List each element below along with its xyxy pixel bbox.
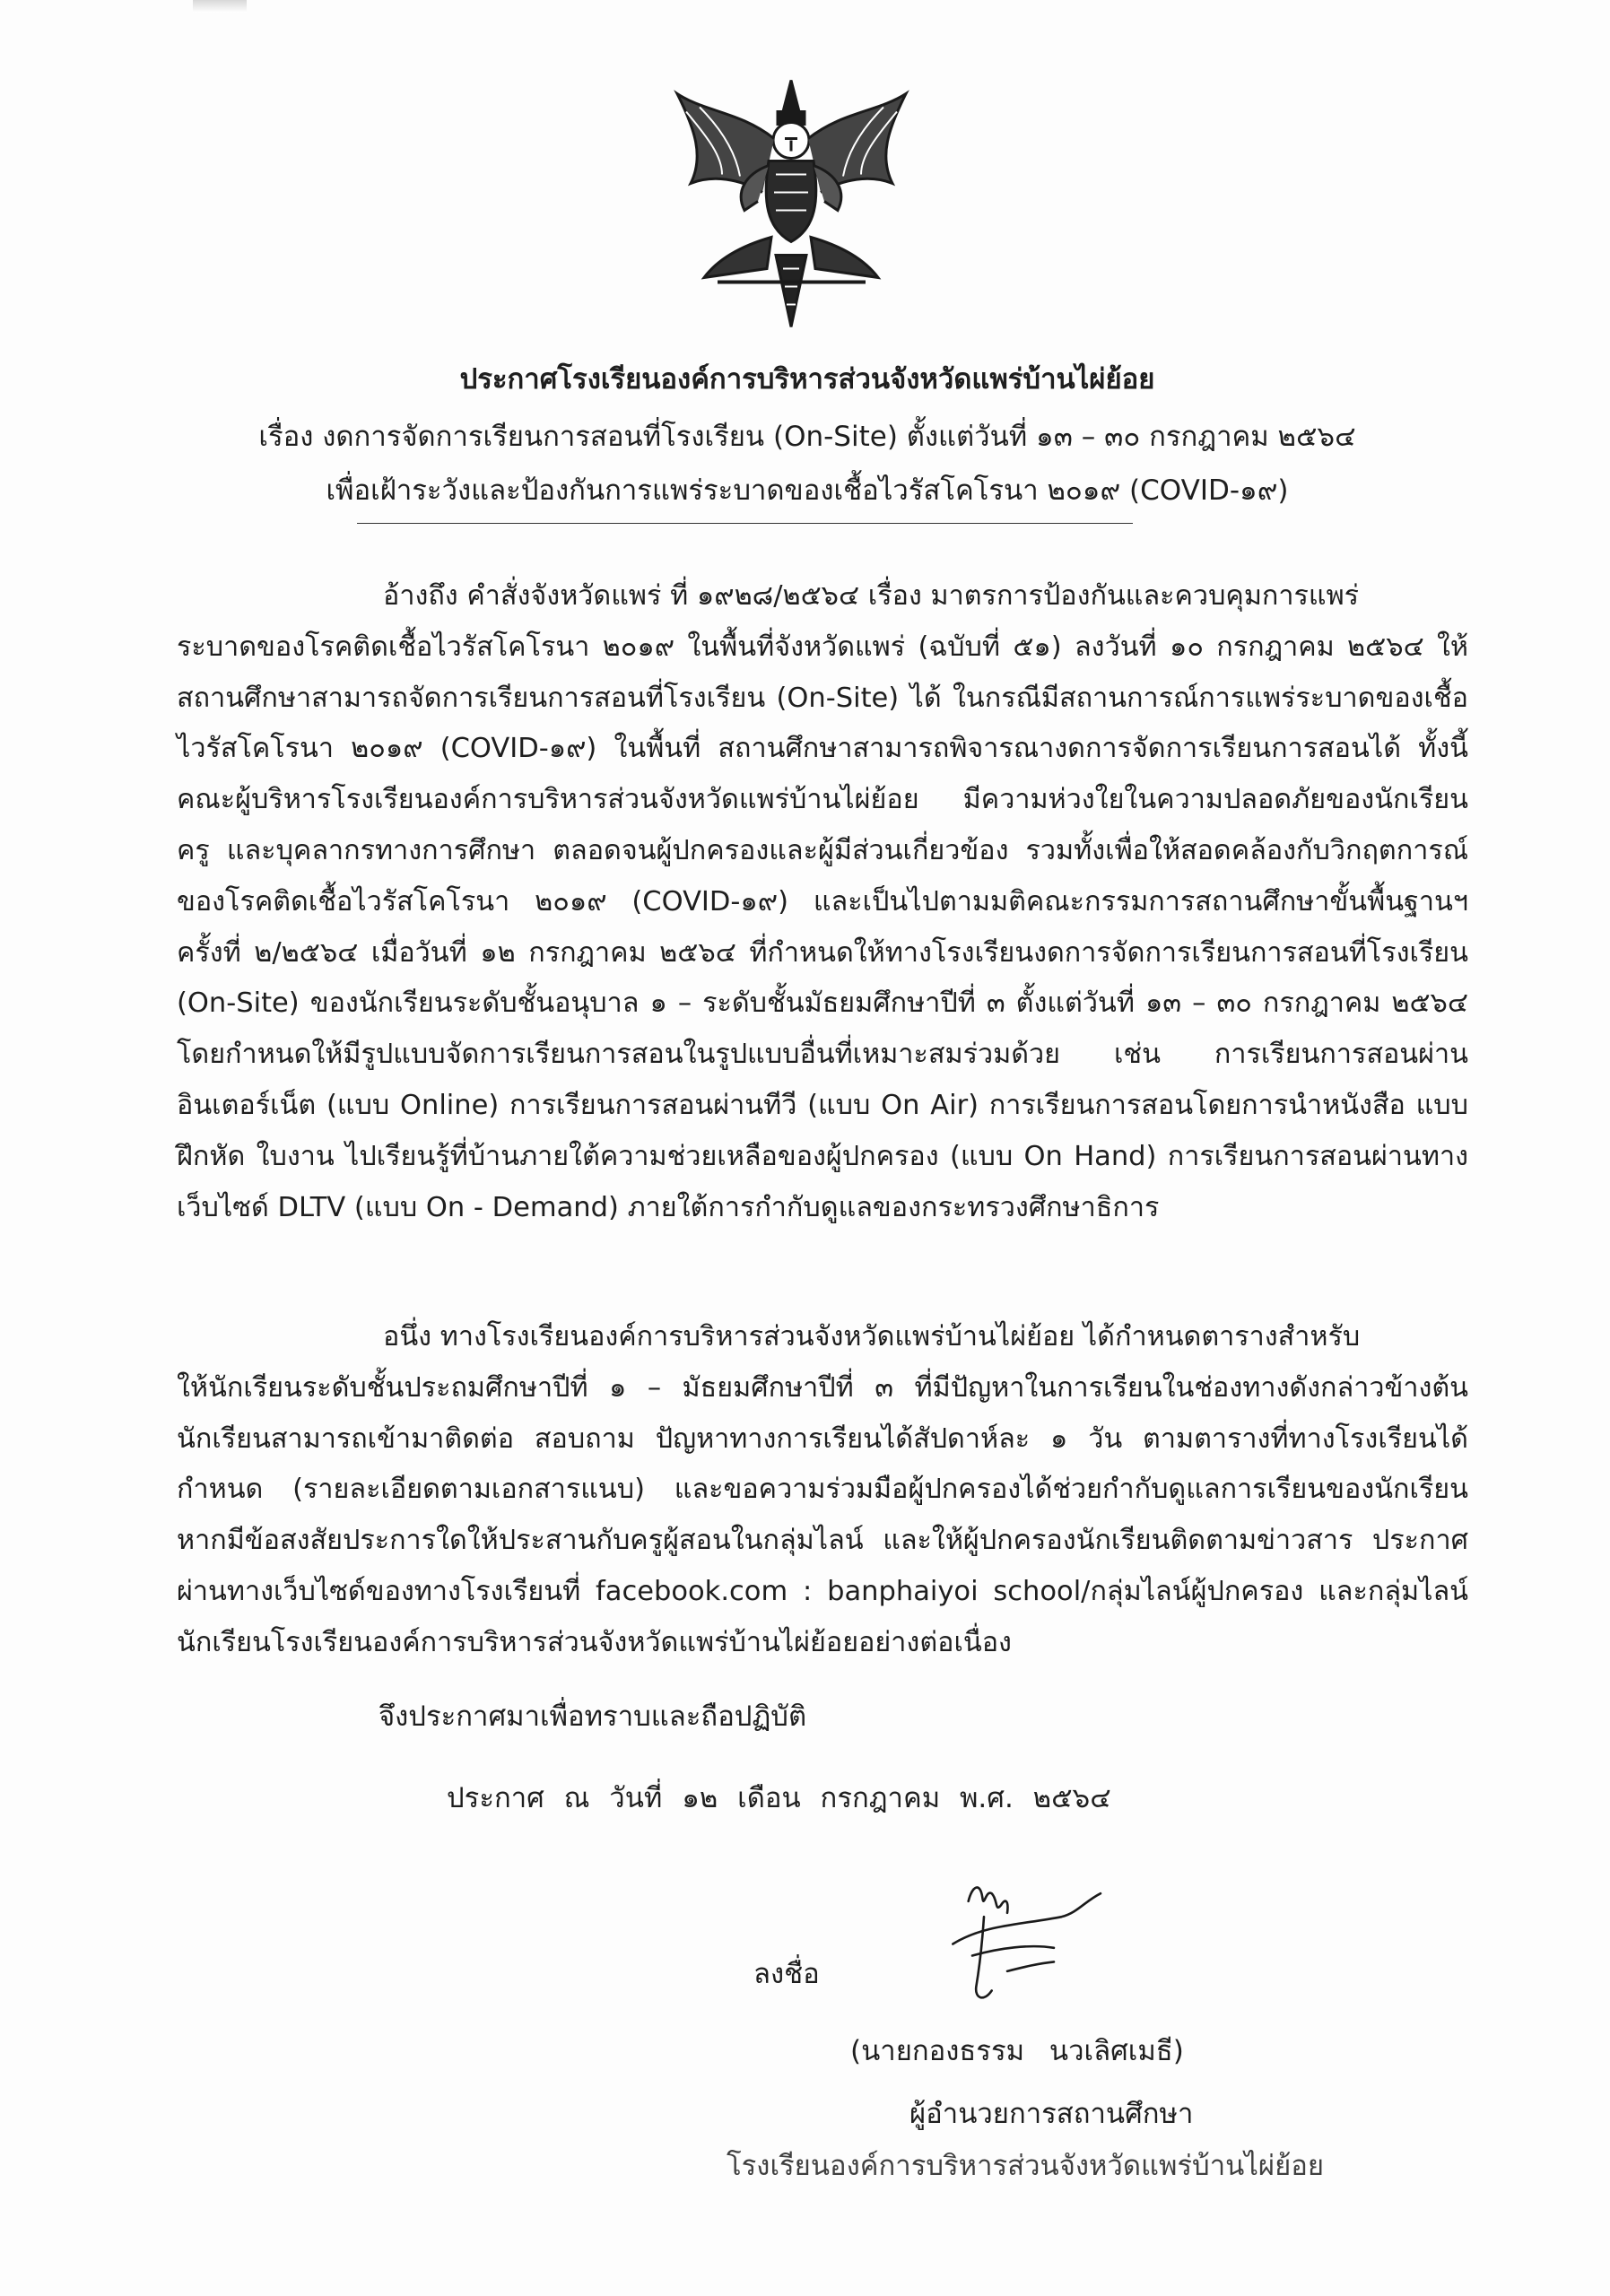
signer-name: (นายกองธรรม นวเลิศเมธี) [850, 2035, 1184, 2067]
signature-label: ลงชื่อ [753, 1958, 820, 1990]
subject-line-2: เพื่อเฝ้าระวังและป้องกันการแพร่ระบาดของเชื้อไวรัสโคโรนา ๒๐๑๙ (COVID-๑๙) [326, 474, 1289, 507]
paragraph-schedule [177, 1312, 1468, 1669]
subject-line-1: เรื่อง งดการจัดการเรียนการสอนที่โรงเรียน (On-Site) ตั้งแต่วันที่ ๑๓ – ๓๐ กรกฎาคม ๒๕๖๔ [258, 421, 1356, 453]
paragraph-schedule-body: ให้นักเรียนระดับชั้นประถมศึกษาปีที่ ๑ – มัธยมศึกษาปีที่ ๓ ที่มีปัญหาในการเรียนในช่องทางดังกล่าวข้างต้น นักเรียนสามารถเข้ามาติดต่อ สอบถาม ปัญหาทางการเรียนได้สัปดาห์ละ ๑ วัน ตามตารางที่ทางโรงเรียนได้กำหนด (รายละเอียดตามเอกสารแนบ) และขอความร่วมมือผู้ปกครองได้ช่วยกำกับดูแลการเรียนของนักเรียน หากมีข้อสงสัยประการใดให้ประสานกับครูผู้สอนในกลุ่มไลน์ และให้ผู้ปกครองนักเรียนติดตามข่าวสาร ประกาศผ่านทางเว็บไซด์ของทางโรงเรียนที่ facebook.com : banphaiyoi school/กลุ่มไลน์ผู้ปกครอง และกลุ่มไลน์นักเรียนโรงเรียนองค์การบริหารส่วนจังหวัดแพร่บ้านไผ่ย้อยอย่างต่อเนื่อง [177, 1371, 1468, 1658]
paragraph-reference-body: ระบาดของโรคติดเชื้อไวรัสโคโรนา ๒๐๑๙ ในพื้นที่จังหวัดแพร่ (ฉบับที่ ๕๑) ลงวันที่ ๑๐ กรกฎาคม ๒๕๖๔ ให้สถานศึกษาสามารถจัดการเรียนการสอนที่โรงเรียน (On-Site) ได้ ในกรณีมีสถานการณ์การแพร่ระบาดของเชื้อไวรัสโคโรนา ๒๐๑๙ (COVID-๑๙) ในพื้นที่ สถานศึกษาสามารถพิจารณางดการจัดการเรียนการสอนได้ ทั้งนี้ คณะผู้บริหารโรงเรียนองค์การบริหารส่วนจังหวัดแพร่บ้านไผ่ย้อย มีความห่วงใยในความปลอดภัยของนักเรียน ครู และบุคลากรทางการศึกษา ตลอดจนผู้ปกครองและผู้มีส่วนเกี่ยวข้อง รวมทั้งเพื่อให้สอดคล้องกับวิกฤตการณ์ของโรคติดเชื้อไวรัสโคโรนา ๒๐๑๙ (COVID-๑๙) และเป็นไปตามมติคณะกรรมการสถานศึกษาขั้นพื้นฐานฯ ครั้งที่ ๒/๒๕๖๔ เมื่อวันที่ ๑๒ กรกฎาคม ๒๕๖๔ ที่กำหนดให้ทางโรงเรียนงดการจัดการเรียนการสอนที่โรงเรียน (On-Site) ของนักเรียนระดับชั้นอนุบาล ๑ – ระดับชั้นมัธยมศึกษาปีที่ ๓ ตั้งแต่วันที่ ๑๓ – ๓๐ กรกฎาคม ๒๕๖๔ โดยกำหนดให้มีรูปแบบจัดการเรียนการสอนในรูปแบบอื่นที่เหมาะสมร่วมด้วย เช่น การเรียนการสอนผ่านอินเตอร์เน็ต (แบบ Online) การเรียนการสอนผ่านทีวี (แบบ On Air) การเรียนการสอนโดยการนำหนังสือ แบบฝึกหัด ใบงาน ไปเรียนรู้ที่บ้านภายใต้ความช่วยเหลือของผู้ปกครอง (แบบ On Hand) การเรียนการสอนผ่านทางเว็บไซด์ DLTV (แบบ On - Demand) ภายใต้การกำกับดูแลของกระทรวงศึกษาธิการ [177, 631, 1468, 1223]
closing-line: จึงประกาศมาเพื่อทราบและถือปฏิบัติ [379, 1700, 807, 1733]
document-title: ประกาศโรงเรียนองค์การบริหารส่วนจังหวัดแพร่บ้านไผ่ย้อย [459, 363, 1155, 396]
handwritten-signature [937, 1866, 1171, 2022]
signer-position: ผู้อำนวยการสถานศึกษา [909, 2098, 1194, 2130]
garuda-emblem-icon [668, 74, 915, 334]
paragraph-reference [177, 571, 1468, 1233]
scan-artifact [193, 0, 247, 13]
announcement-date: ประกาศ ณ วันที่ ๑๒ เดือน กรกฎาคม พ.ศ. ๒๕๖๔ [447, 1782, 1111, 1814]
paragraph-reference-first-line: อ้างถึง คำสั่งจังหวัดแพร่ ที่ ๑๙๒๘/๒๕๖๔ เรื่อง มาตรการป้องกันและควบคุมการแพร่ [383, 580, 1360, 612]
title-divider [357, 523, 1133, 524]
paragraph-schedule-first-line: อนึ่ง ทางโรงเรียนองค์การบริหารส่วนจังหวัดแพร่บ้านไผ่ย้อย ได้กำหนดตารางสำหรับ [383, 1321, 1361, 1352]
signer-organization: โรงเรียนองค์การบริหารส่วนจังหวัดแพร่บ้านไผ่ย้อย [727, 2150, 1325, 2182]
